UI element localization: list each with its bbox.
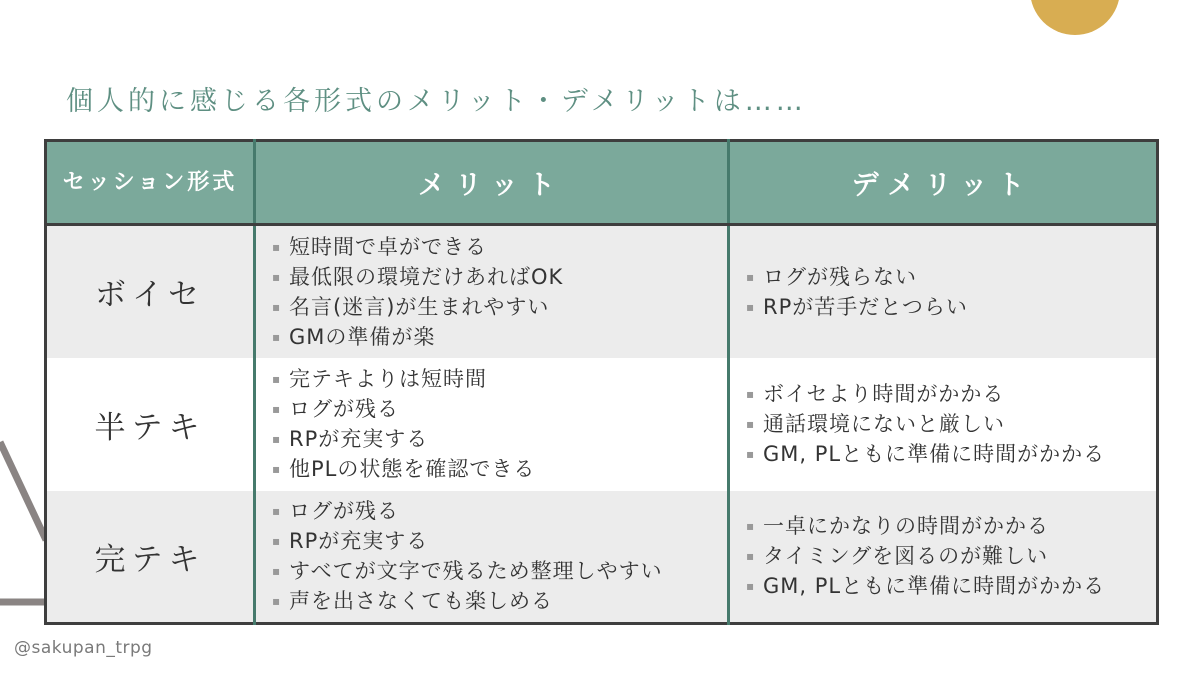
table-header-row <box>46 141 1158 225</box>
format-name: 完テキ <box>46 491 255 624</box>
table-row-voice <box>46 225 1158 358</box>
merit-cell <box>255 225 729 358</box>
demerit-item: ▪ RPが苦手だとつらい <box>746 292 1156 322</box>
demerit-item: ▪ ログが残らない <box>746 262 1156 292</box>
table-row-half-text <box>46 358 1158 491</box>
decorative-circle <box>1030 0 1120 35</box>
demerit-cell <box>729 225 1158 358</box>
demerit-item: ▪ ボイセより時間がかかる <box>746 379 1156 409</box>
merit-list <box>272 496 727 616</box>
format-name: ボイセ <box>46 225 255 358</box>
slide-title: 個人的に感じる各形式のメリット・デメリットは…… <box>66 86 807 117</box>
table-row-full-text <box>46 491 1158 624</box>
demerit-list <box>746 262 1156 322</box>
demerit-item: ▪ GM, PLともに準備に時間がかかる <box>746 571 1156 601</box>
demerit-item: ▪ GM, PLともに準備に時間がかかる <box>746 439 1156 469</box>
merit-item: ▪ 他PLの状態を確認できる <box>272 454 727 484</box>
demerit-list <box>746 511 1156 601</box>
merit-item: ▪ 短時間で卓ができる <box>272 232 727 262</box>
demerit-item: ▪ 一卓にかなりの時間がかかる <box>746 511 1156 541</box>
demerit-item: ▪ タイミングを図るのが難しい <box>746 541 1156 571</box>
demerit-cell <box>729 491 1158 624</box>
merit-item: ▪ 完テキよりは短時間 <box>272 364 727 394</box>
column-header-format: セッション形式 <box>46 141 255 225</box>
author-handle: @sakupan_trpg <box>14 638 153 658</box>
demerit-item: ▪ 通話環境にないと厳しい <box>746 409 1156 439</box>
column-header-demerit: デメリット <box>729 141 1158 225</box>
column-header-merit: メリット <box>255 141 729 225</box>
merit-item: ▪ 名言(迷言)が生まれやすい <box>272 292 727 322</box>
format-name: 半テキ <box>46 358 255 491</box>
merit-item: ▪ ログが残る <box>272 496 727 526</box>
demerit-cell <box>729 358 1158 491</box>
merit-item: ▪ すべてが文字で残るため整理しやすい <box>272 556 727 586</box>
merit-item: ▪ 声を出さなくても楽しめる <box>272 586 727 616</box>
comparison-table <box>44 139 1159 625</box>
demerit-list <box>746 379 1156 469</box>
merit-list <box>272 232 727 352</box>
merit-item: ▪ ログが残る <box>272 394 727 424</box>
merit-cell <box>255 358 729 491</box>
merit-item: ▪ 最低限の環境だけあればOK <box>272 262 727 292</box>
merit-item: ▪ RPが充実する <box>272 424 727 454</box>
merit-item: ▪ GMの準備が楽 <box>272 322 727 352</box>
merit-cell <box>255 491 729 624</box>
merit-list <box>272 364 727 484</box>
merit-item: ▪ RPが充実する <box>272 526 727 556</box>
